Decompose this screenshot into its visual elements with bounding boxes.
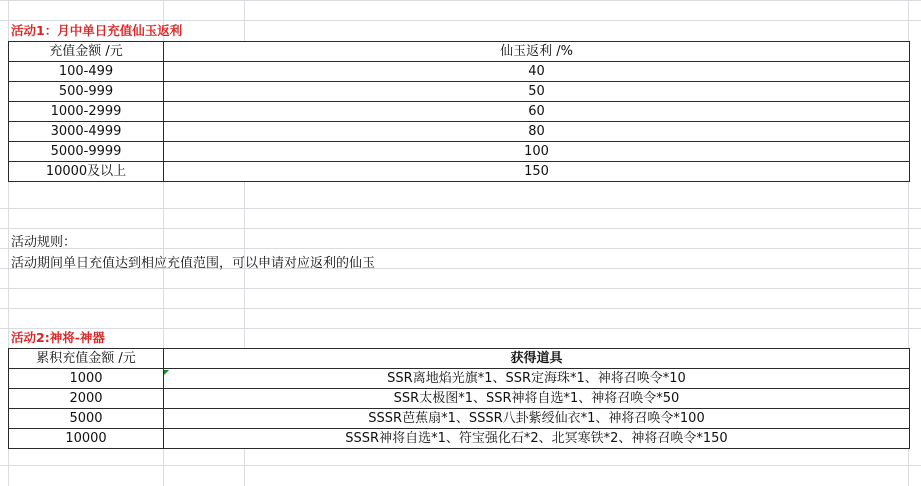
table-row [9,162,910,182]
amount-cell[interactable]: 5000 [9,409,164,429]
table-row [9,102,910,122]
amount-cell[interactable]: 5000-9999 [9,142,164,162]
table-row [9,429,910,449]
rules-text: 活动期间单日充值达到相应充值范围，可以申请对应返利的仙玉 [11,256,376,271]
grid-row-line [0,328,921,329]
amount-cell[interactable]: 1000 [9,369,164,389]
reward-cell[interactable]: SSR离地焰光旗*1、SSR定海珠*1、神将召唤令*10 [164,369,910,389]
rebate-cell[interactable]: 60 [164,102,910,122]
reward-cell[interactable]: SSSR芭蕉扇*1、SSSR八卦紫绶仙衣*1、神将召唤令*100 [164,409,910,429]
header-cell: 仙玉返利 /% [164,42,910,62]
table-row [9,122,910,142]
grid-row-line [0,288,921,289]
rebate-cell[interactable]: 80 [164,122,910,142]
grid-row-line [0,208,921,209]
table-header-row [9,349,910,369]
header-cell: 累积充值金额 /元 [9,349,164,369]
grid-row-line [0,228,921,229]
table-row [9,82,910,102]
activity2-title: 活动2:神将-神器 [11,330,105,345]
activity2-table [8,348,910,449]
table-row [9,389,910,409]
amount-cell[interactable]: 1000-2999 [9,102,164,122]
rebate-cell[interactable]: 50 [164,82,910,102]
table-row [9,62,910,82]
grid-row-line [0,248,921,249]
rebate-cell[interactable]: 150 [164,162,910,182]
table-row [9,409,910,429]
table-row [9,142,910,162]
rebate-cell[interactable]: 100 [164,142,910,162]
grid-row-line [0,308,921,309]
grid-row-line [0,0,921,1]
rules-label: 活动规则： [11,235,77,250]
header-cell: 获得道具 [164,349,910,369]
amount-cell[interactable]: 2000 [9,389,164,409]
amount-cell[interactable]: 3000-4999 [9,122,164,142]
reward-cell[interactable]: SSSR神将自选*1、符宝强化石*2、北冥寒铁*2、神将召唤令*150 [164,429,910,449]
header-cell: 充值金额 /元 [9,42,164,62]
table-header-row [9,42,910,62]
amount-cell[interactable]: 100-499 [9,62,164,82]
activity1-table [8,41,910,182]
activity1-title: 活动1：月中单日充值仙玉返利 [11,23,183,38]
cell-comment-indicator [164,370,169,375]
grid-row-line [0,465,921,466]
rebate-cell[interactable]: 40 [164,62,910,82]
amount-cell[interactable]: 10000 [9,429,164,449]
amount-cell[interactable]: 500-999 [9,82,164,102]
table-row [9,369,910,389]
amount-cell[interactable]: 10000及以上 [9,162,164,182]
reward-cell[interactable]: SSR太极图*1、SSR神将自选*1、神将召唤令*50 [164,389,910,409]
